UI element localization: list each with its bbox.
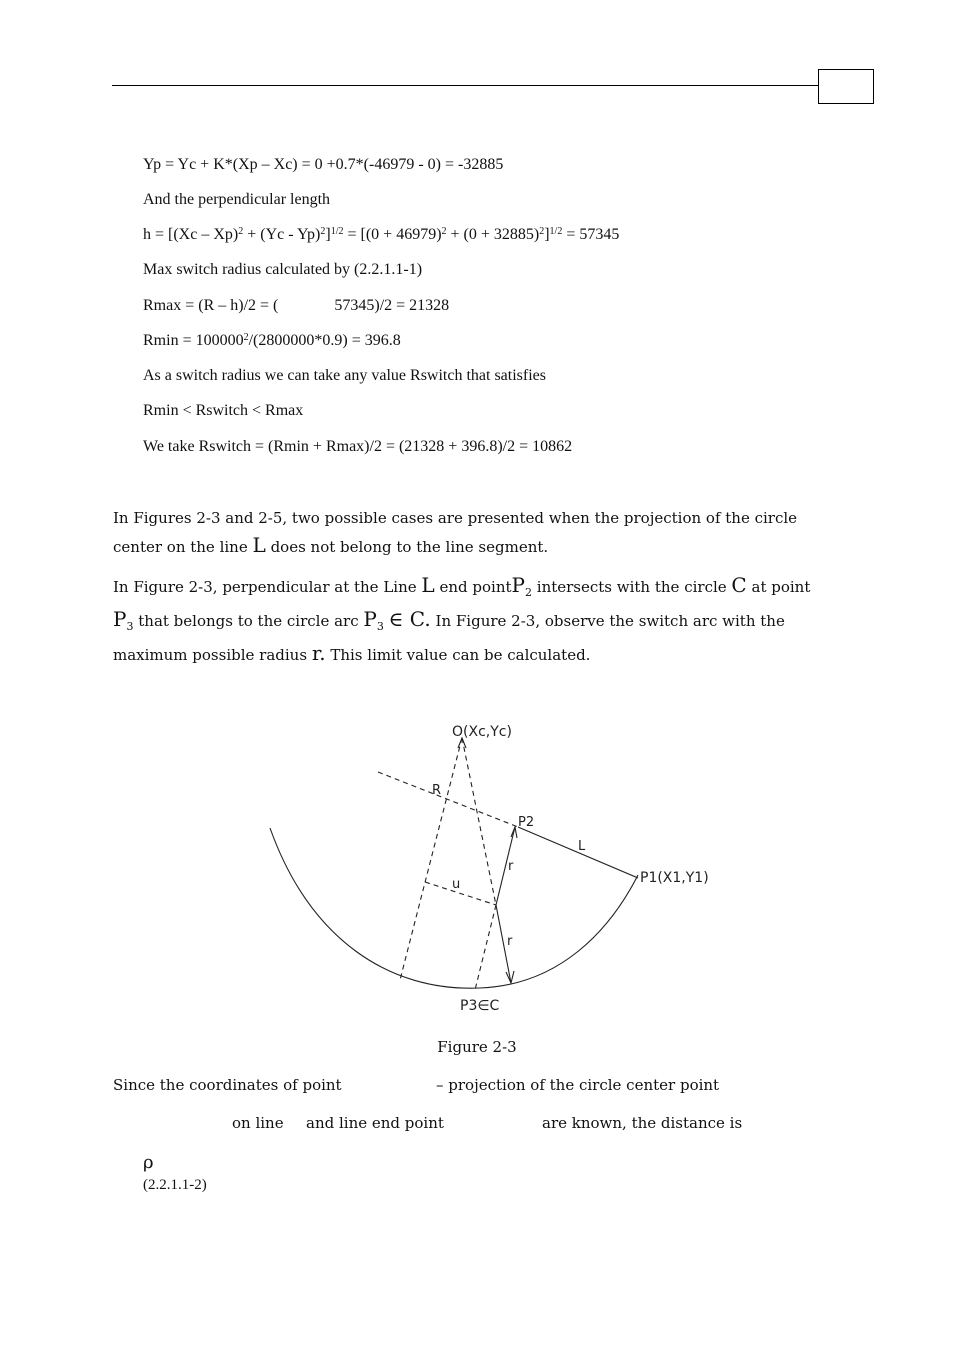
equation-h: $h = [(Xc - Xp)^2 + (Yc - Yp)^2]^{1/2} = [(0 + 46979)^2 + (0 + 32885)^2]^{1/2} = 57345$ xyxy=(143,226,620,243)
label-center: O(Xc,Yc) xyxy=(452,724,512,740)
text-projection: – projection of the circle center point xyxy=(436,1076,720,1094)
label-left-r: R xyxy=(432,783,442,798)
label-p2: P2 xyxy=(518,815,535,830)
page-number-box xyxy=(818,69,874,104)
text-perpendicular-length: And the perpendicular length xyxy=(143,191,331,208)
text-switch-radius-condition: As a switch radius we can take any value Rswitch that satisfies xyxy=(143,367,546,384)
label-line-l: L xyxy=(578,839,586,854)
label-u: u xyxy=(452,877,461,892)
text-max-switch-radius: Max switch radius calculated by (2.2.1.1-1) xyxy=(143,261,423,278)
equation-rswitch-range: Rmin < Rswitch < Rmax xyxy=(143,402,304,419)
dashed-line-upper xyxy=(378,772,518,827)
figure-caption: Figure 2-3 xyxy=(437,1038,517,1056)
dashed-radius-right xyxy=(462,738,496,905)
equation-rmin: $Rmin = 100000^2/(2800000*0.9) = 396.8$ xyxy=(143,332,401,349)
paragraph-cases: In Figures 2-3 and 2-5, two possible cases are presented when the projection of the circle center on the line L does not belong to the line segment. xyxy=(113,509,798,557)
equation-rmax: Rmax = (R – h)/2 = ( 57345)/2 = 21328 xyxy=(143,297,450,314)
dashed-center-to-p3 xyxy=(475,905,496,990)
label-r-lower: r xyxy=(507,934,513,949)
dashed-radius-left xyxy=(400,738,462,980)
text-are-known: are known, the distance is xyxy=(542,1114,743,1132)
equation-number: (2.2.1.1-2) xyxy=(143,1177,207,1193)
equation-rswitch-value: We take Rswitch = (Rmin + Rmax)/2 = (21328 + 396.8)/2 = 10862 xyxy=(143,438,573,455)
dashed-u-line xyxy=(425,882,496,905)
label-p1: P1(X1,Y1) xyxy=(640,870,709,886)
label-p3: P3∈C xyxy=(460,998,500,1014)
text-since-coordinates: Since the coordinates of point xyxy=(113,1076,342,1094)
symbol-rho: ρ xyxy=(143,1152,154,1173)
header-rule xyxy=(112,85,818,86)
equation-yp: Yp = Yc + K*(Xp – Xc) = 0 +0.7*(-46979 - 0) = -32885 xyxy=(143,156,504,173)
text-line-end-point: and line end point xyxy=(306,1114,444,1132)
paragraph-figure-2-3: In Figure 2-3, perpendicular at the Line L end pointP$_2$ intersects with the circle C at point $P_3$ that belongs to the circle arc $P_3$ ∈ C. In Figure 2-3, observe the switch arc with the maximum possible radius r. This limit value can be calculated. xyxy=(113,573,811,665)
figure-2-3-diagram xyxy=(230,700,730,1030)
label-r-upper: r xyxy=(508,859,514,874)
text-on-line: on line xyxy=(232,1114,284,1132)
